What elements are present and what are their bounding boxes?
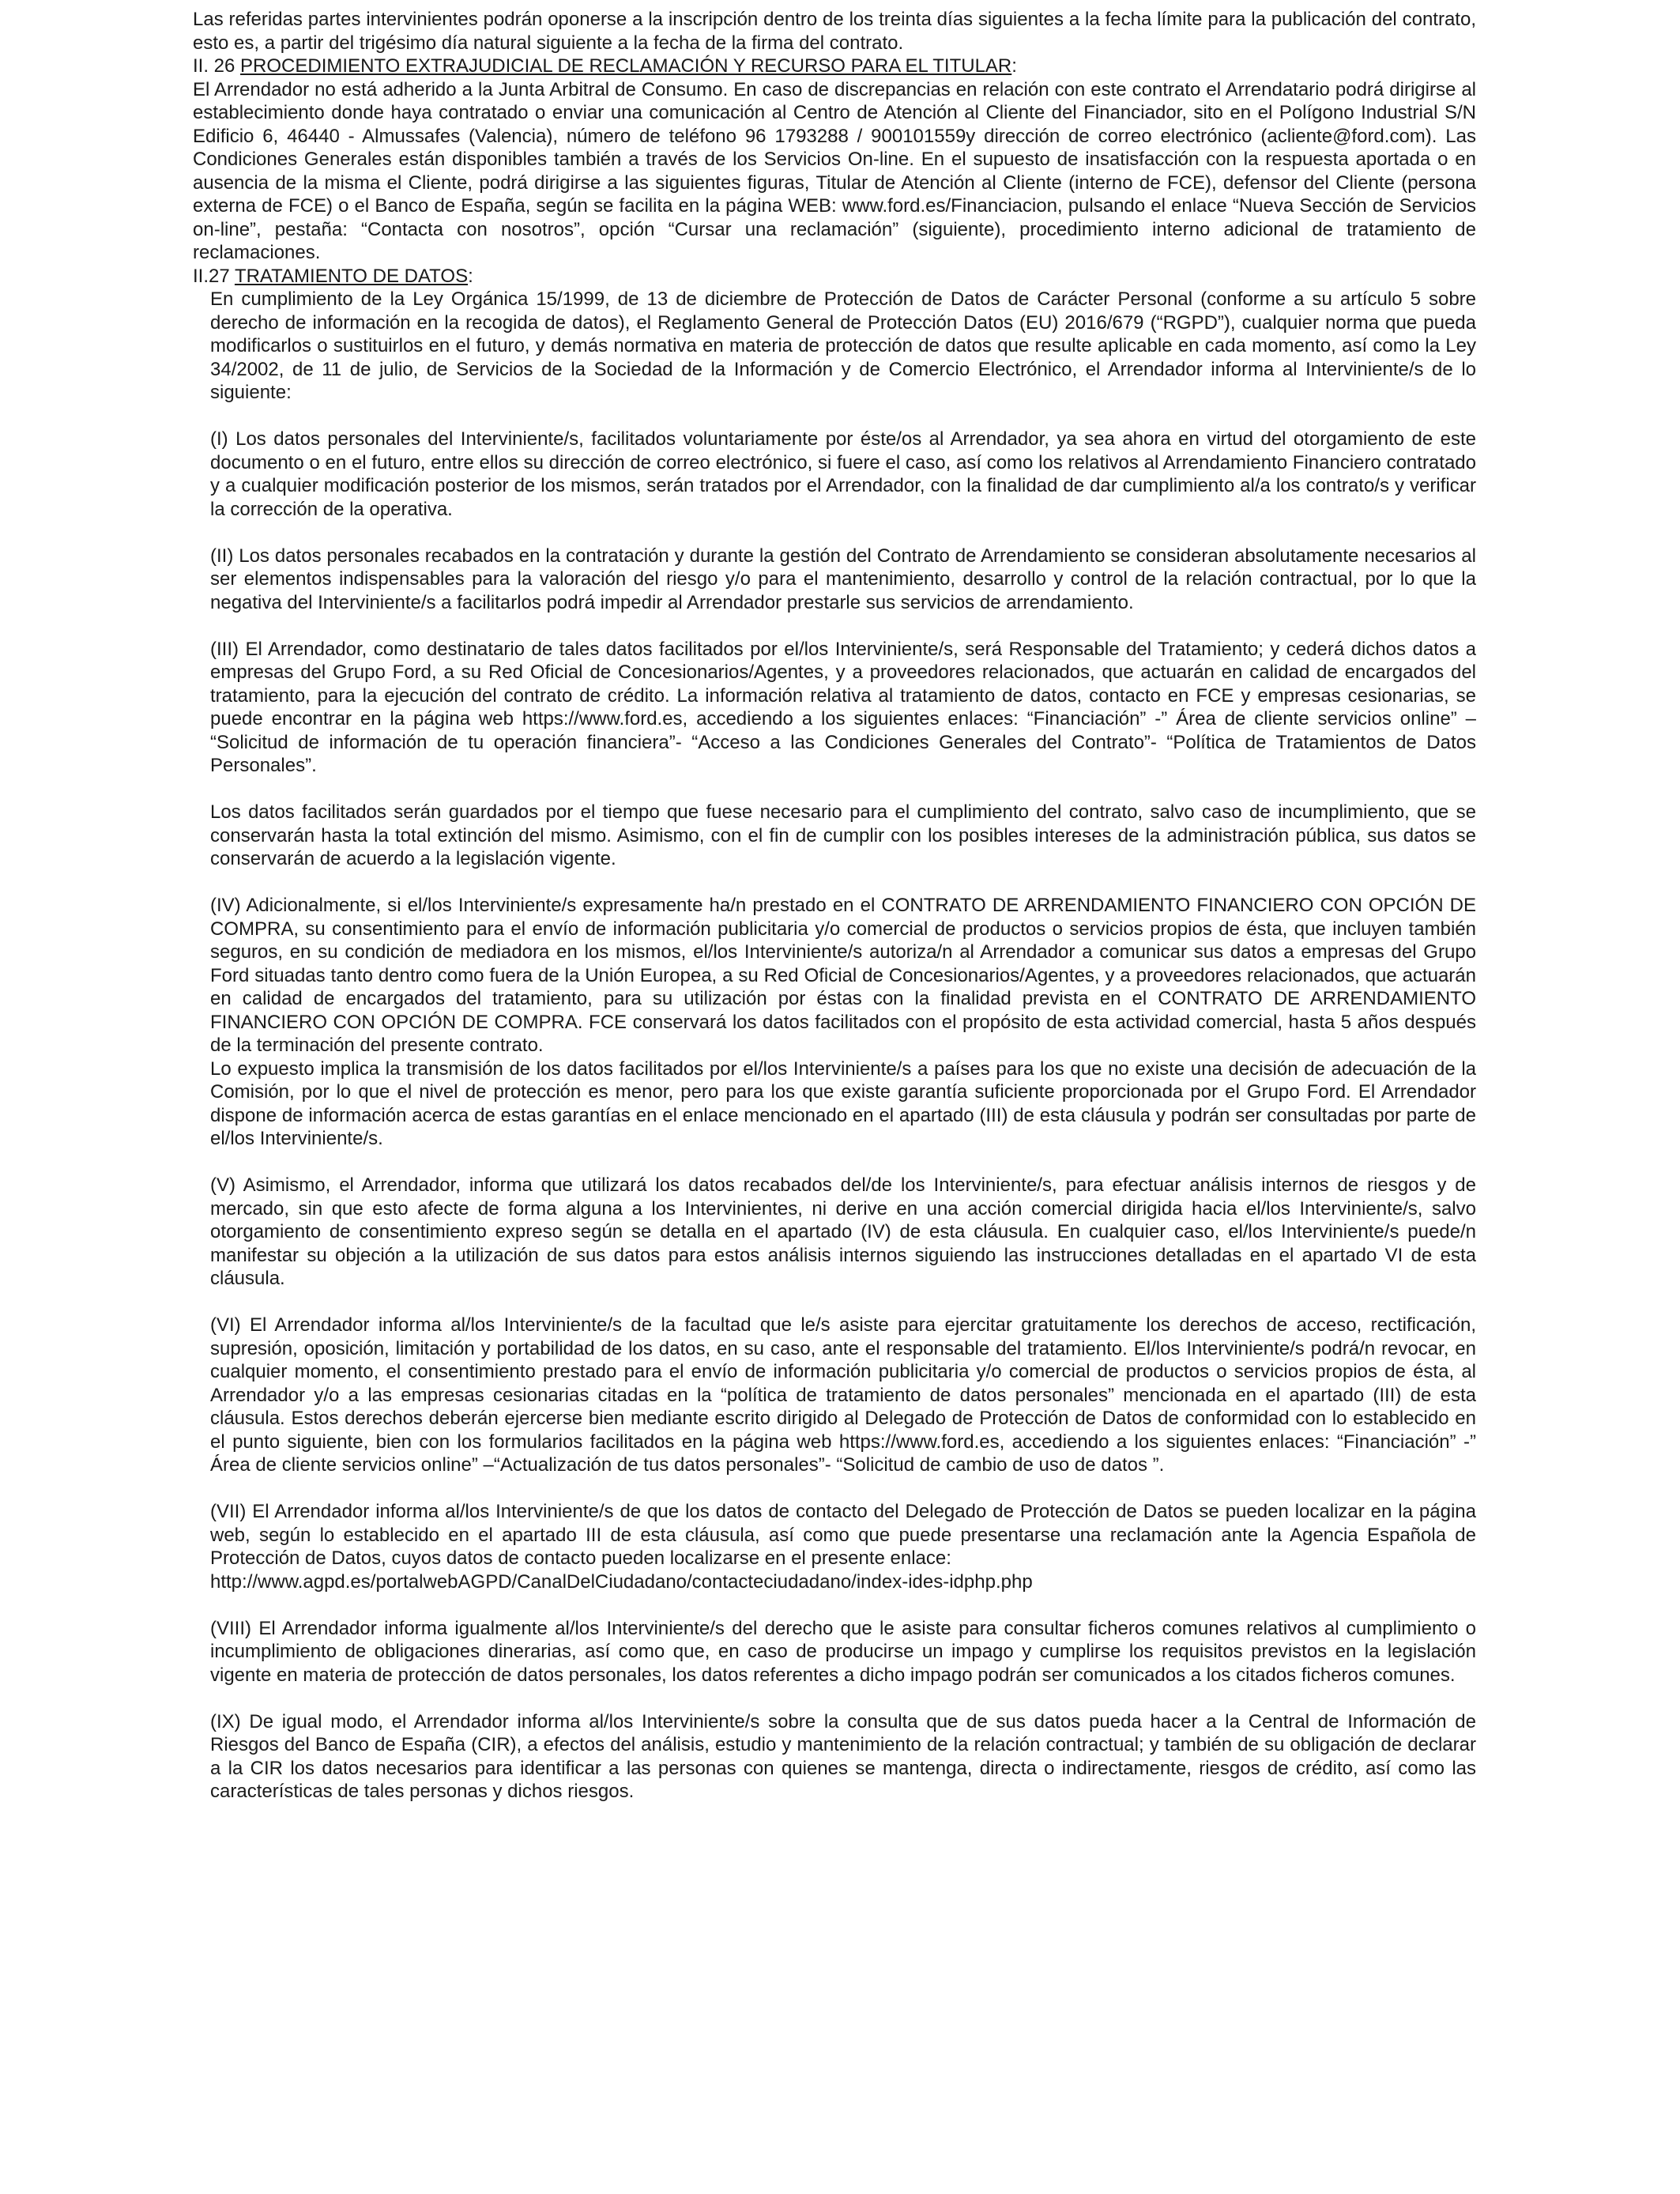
document-page: [193, 8, 1476, 1804]
section-26-number: II. 26: [193, 55, 235, 77]
paragraph-iii: (III) El Arrendador, como destinatario de tales datos facilitados por el/los Interviniente/s, será Responsable del Tratamiento; y cederá dichos datos a empresas del Grupo Ford, a su Red Oficial de Concesionarios/Agentes, y a proveedores relacionados, que actuarán en calidad de encargados del tratamiento, para la ejecución del contrato de crédito. La información relativa al tratamiento de datos, contacto en FCE y empresas cesionarias, se puede encontrar en la página web https://www.ford.es, accediendo a los siguientes enlaces: “Financiación” -” Área de cliente servicios online” – “Solicitud de información de tu operación financiera”- “Acceso a las Condiciones Generales del Contrato”- “Política de Tratamientos de Datos Personales”.: [210, 638, 1476, 776]
paragraph-vi: (VI) El Arrendador informa al/los Interviniente/s de la facultad que le/s asiste para ejercitar gratuitamente los derechos de acceso, rectificación, supresión, oposición, limitación y portabilidad de los datos, en su caso, ante el responsable del tratamiento. El/los Interviniente/s podrá/n revocar, en cualquier momento, el consentimiento prestado para el envío de información publicitaria y/o comercial de productos o servicios propios de ésta, al Arrendador y/o a las empresas cesionarias citadas en la “política de tratamiento de datos personales” mencionada en el apartado (III) de esta cláusula. Estos derechos deberán ejercerse bien mediante escrito dirigido al Delegado de Protección de Datos de conformidad con lo establecido en el punto siguiente, bien con los formularios facilitados en la página web https://www.ford.es, accediendo a los siguientes enlaces: “Financiación” -” Área de cliente servicios online” –“Actualización de tus datos personales”- “Solicitud de cambio de uso de datos ”.: [210, 1314, 1476, 1476]
section-26-title: PROCEDIMIENTO EXTRAJUDICIAL DE RECLAMACIÓN Y RECURSO PARA EL TITULAR: [240, 55, 1012, 77]
section-26-heading: [193, 55, 1476, 78]
paragraph-transfer: Lo expuesto implica la transmisión de los datos facilitados por el/los Interviniente/s a países para los que no existe una decisión de adecuación de la Comisión, por lo que el nivel de protección es menor, pero para los que existe garantía suficiente proporcionada por el Grupo Ford. El Arrendador dispone de información acerca de estas garantías en el enlace mencionado en el apartado (III) de esta cláusula y podrán ser consultadas por parte de el/los Interviniente/s.: [210, 1057, 1476, 1149]
section-26-suffix: :: [1011, 55, 1017, 77]
agpd-link[interactable]: http://www.agpd.es/portalwebAGPD/CanalDelCiudadano/contacteciudadano/index-ides-idphp.php: [210, 1570, 1033, 1593]
section-27-number: II.27: [193, 265, 230, 287]
paragraph-ii: (II) Los datos personales recabados en la contratación y durante la gestión del Contrato de Arrendamiento se consideran absolutamente necesarios al ser elementos indispensables para la valoración del riesgo y/o para el mantenimiento, desarrollo y control de la relación contractual, por lo que la negativa del Interviniente/s a facilitarlos podrá impedir al Arrendador prestarle sus servicios de arrendamiento.: [210, 545, 1476, 613]
section-27-heading: [193, 265, 1476, 288]
section-27-title: TRATAMIENTO DE DATOS: [234, 265, 469, 287]
paragraph-iv: (IV) Adicionalmente, si el/los Interviniente/s expresamente ha/n prestado en el CONTRATO DE ARRENDAMIENTO FINANCIERO CON OPCIÓN DE COMPRA, su consentimiento para el envío de información publicitaria y/o comercial de productos o servicios propios de ésta, que incluyen también seguros, en su condición de mediadora en los mismos, el/los Interviniente/s autoriza/n al Arrendador a comunicar sus datos a empresas del Grupo Ford situadas tanto dentro como fuera de la Unión Europea, a su Red Oficial de Concesionarios/Agentes, y a proveedores relacionados, que actuarán en calidad de encargados del tratamiento, para su utilización por éstas con la finalidad prevista en el CONTRATO DE ARRENDAMIENTO FINANCIERO CON OPCIÓN DE COMPRA. FCE conservará los datos facilitados con el propósito de esta actividad comercial, hasta 5 años después de la terminación del presente contrato.: [210, 895, 1476, 1056]
paragraph-v: (V) Asimismo, el Arrendador, informa que utilizará los datos recabados del/de los Interviniente/s, para efectuar análisis internos de riesgos y de mercado, sin que esto afecte de forma alguna a los Intervinientes, ni derive en una acción comercial dirigida hacia el/los Interviniente/s, salvo otorgamiento de consentimiento expreso según se detalla en el apartado (IV) de esta cláusula. En cualquier caso, el/los Interviniente/s puede/n manifestar su objeción a la utilización de sus datos para estos análisis internos siguiendo las instrucciones detalladas en el apartado VI de esta cláusula.: [210, 1174, 1476, 1289]
section-26-body: El Arrendador no está adherido a la Junta Arbitral de Consumo. En caso de discrepancias en relación con este contrato el Arrendatario podrá dirigirse al establecimiento donde haya contratado o enviar una comunicación al Centro de Atención al Cliente del Financiador, sito en el Polígono Industrial S/N Edificio 6, 46440 - Almussafes (Valencia), número de teléfono 96 1793288 / 900101559y dirección de correo electrónico (acliente@ford.com). Las Condiciones Generales están disponibles también a través de los Servicios On-line. En el supuesto de insatisfacción con la respuesta aportada o en ausencia de la misma el Cliente, podrá dirigirse a las siguientes figuras, Titular de Atención al Cliente (interno de FCE), defensor del Cliente (persona externa de FCE) o el Banco de España, según se facilita en la página WEB: www.ford.es/Financiacion, pulsando el enlace “Nueva Sección de Servicios on-line”, pestaña: “Contacta con nosotros”, opción “Cursar una reclamación” (siguiente), procedimiento interno adicional de tratamiento de reclamaciones.: [193, 78, 1476, 263]
paragraph-vii: (VII) El Arrendador informa al/los Interviniente/s de que los datos de contacto del Delegado de Protección de Datos se pueden localizar en la página web, según lo establecido en el apartado III de esta cláusula, así como que puede presentarse una reclamación ante la Agencia Española de Protección de Datos, cuyos datos de contacto pueden localizarse en el presente enlace:: [210, 1501, 1476, 1569]
paragraph-viii: (VIII) El Arrendador informa igualmente al/los Interviniente/s del derecho que le asiste para consultar ficheros comunes relativos al cumplimiento o incumplimiento de obligaciones dinerarias, así como que, en caso de producirse un impago y cumplirse los requisitos previstos en la legislación vigente en materia de protección de datos personales, los datos referentes a dicho impago podrán ser comunicados a los citados ficheros comunes.: [210, 1617, 1476, 1686]
paragraph-ix: (IX) De igual modo, el Arrendador informa al/los Interviniente/s sobre la consulta que de sus datos pueda hacer a la Central de Información de Riesgos del Banco de España (CIR), a efectos del análisis, estudio y mantenimiento de la relación contractual; y también de su obligación de declarar a la CIR los datos necesarios para identificar a las personas con quienes se mantenga, directa o indirectamente, riesgos de crédito, así como las características de tales personas y dichos riesgos.: [210, 1710, 1476, 1802]
section-27-suffix: :: [468, 265, 473, 287]
section-27-body: [193, 288, 1476, 1804]
intro-paragraph: Las referidas partes intervinientes podrán oponerse a la inscripción dentro de los treinta días siguientes a la fecha límite para la publicación del contrato, esto es, a partir del trigésimo día natural siguiente a la fecha de la firma del contrato.: [193, 9, 1476, 54]
paragraph-intro: En cumplimiento de la Ley Orgánica 15/1999, de 13 de diciembre de Protección de Datos de Carácter Personal (conforme a su artículo 5 sobre derecho de información en la recogida de datos), el Reglamento General de Protección Datos (EU) 2016/679 (“RGPD”), cualquier norma que pueda modificarlos o sustituirlos en el futuro, y demás normativa en materia de protección de datos que resulte aplicable en cada momento, así como la Ley 34/2002, de 11 de julio, de Servicios de la Sociedad de la Información y de Comercio Electrónico, el Arrendador informa al Interviniente/s de lo siguiente:: [210, 288, 1476, 403]
paragraph-i: (I) Los datos personales del Interviniente/s, facilitados voluntariamente por éste/os al Arrendador, ya sea ahora en virtud del otorgamiento de este documento o en el futuro, entre ellos su dirección de correo electrónico, si fuere el caso, así como los relativos al Arrendamiento Financiero contratado y a cualquier modificación posterior de los mismos, serán tratados por el Arrendador, con la finalidad de dar cumplimiento al/a los contrato/s y verificar la corrección de la operativa.: [210, 428, 1476, 520]
paragraph-retention: Los datos facilitados serán guardados por el tiempo que fuese necesario para el cumplimiento del contrato, salvo caso de incumplimiento, que se conservarán hasta la total extinción del mismo. Asimismo, con el fin de cumplir con los posibles intereses de la administración pública, sus datos se conservarán de acuerdo a la legislación vigente.: [210, 801, 1476, 869]
